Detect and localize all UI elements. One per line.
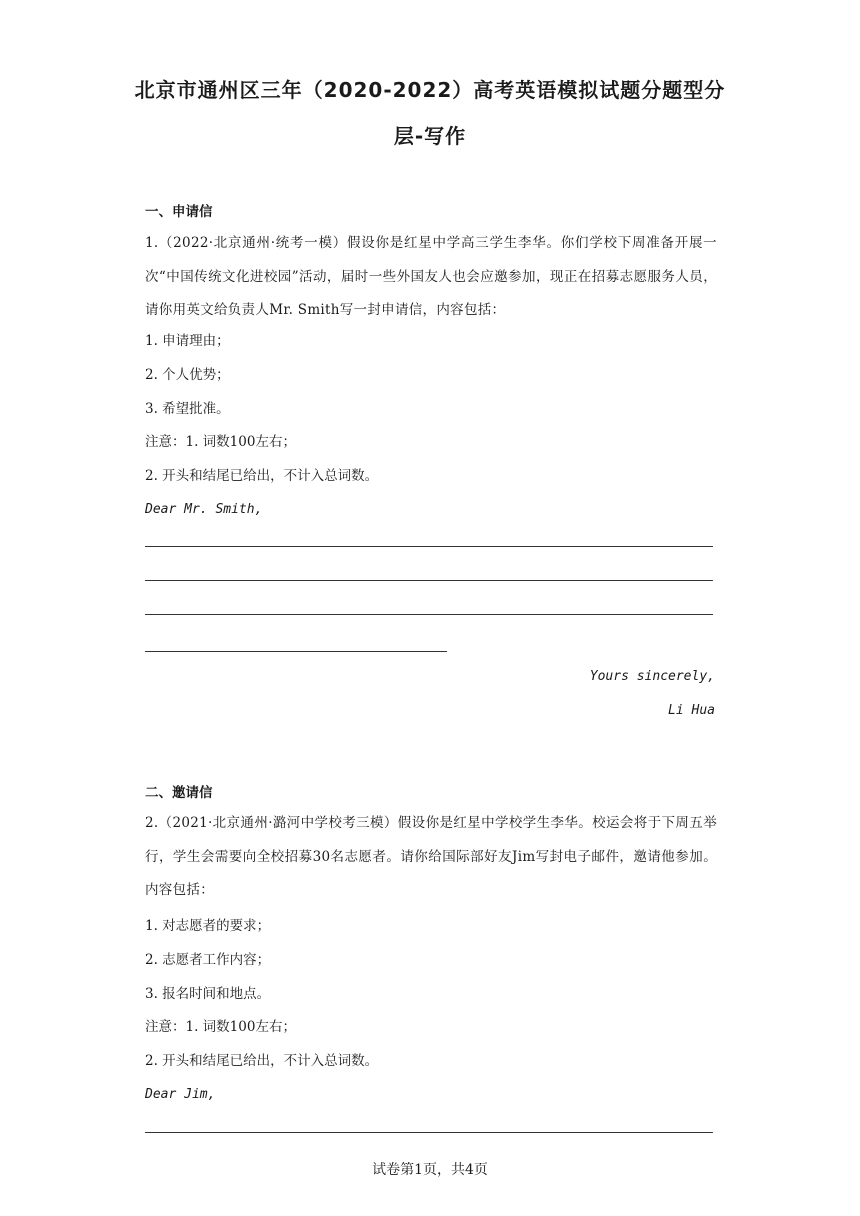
answer-line[interactable]	[145, 614, 713, 615]
answer-line[interactable]	[145, 546, 713, 547]
letter-2-salutation: Dear Jim,	[145, 1087, 216, 1102]
question-2-prompt: 2.（2021·北京通州·潞河中学校考三模）假设你是红星中学校学生李华。校运会将于下周五举行，学生会需要向全校招募30名志愿者。请你给国际部好友Jim写封电子邮件，邀请他参加。内容包括：	[145, 815, 717, 898]
section-heading-application-letter: 一、申请信	[145, 204, 213, 220]
answer-line[interactable]	[145, 651, 447, 652]
question-1-point-3: 3. 希望批准。	[145, 401, 230, 417]
letter-1-closing: Yours sincerely,	[589, 669, 715, 684]
question-2-point-3: 3. 报名时间和地点。	[145, 986, 271, 1002]
question-1-note-1: 注意：1. 词数100左右；	[145, 434, 296, 450]
letter-1-signature: Li Hua	[668, 703, 715, 718]
letter-1-salutation: Dear Mr. Smith,	[145, 502, 263, 517]
question-1-point-1: 1. 申请理由；	[145, 333, 230, 349]
question-1-prompt: 1.（2022·北京通州·统考一模）假设你是红星中学高三学生李华。你们学校下周准备开展一次“中国传统文化进校园”活动，届时一些外国友人也会应邀参加，现正在招募志愿服务人员，请你用英文给负责人Mr. Smith写一封申请信，内容包括：	[145, 235, 717, 318]
question-2-note-1: 注意：1. 词数100左右；	[145, 1019, 296, 1035]
answer-line[interactable]	[145, 1132, 713, 1133]
question-2-note-2: 2. 开头和结尾已给出，不计入总词数。	[145, 1053, 379, 1069]
question-2-point-1: 1. 对志愿者的要求；	[145, 918, 271, 934]
question-2-point-2: 2. 志愿者工作内容；	[145, 952, 271, 968]
question-1-note-2: 2. 开头和结尾已给出，不计入总词数。	[145, 468, 379, 484]
question-1-point-2: 2. 个人优势；	[145, 367, 230, 383]
document-title-line-1: 北京市通州区三年（2020-2022）高考英语模拟试题分题型分	[134, 78, 726, 102]
document-title-line-2: 层-写作	[393, 124, 467, 148]
section-heading-invitation-letter: 二、邀请信	[145, 785, 213, 801]
answer-line[interactable]	[145, 580, 713, 581]
page-footer: 试卷第1页，共4页	[372, 1162, 488, 1178]
